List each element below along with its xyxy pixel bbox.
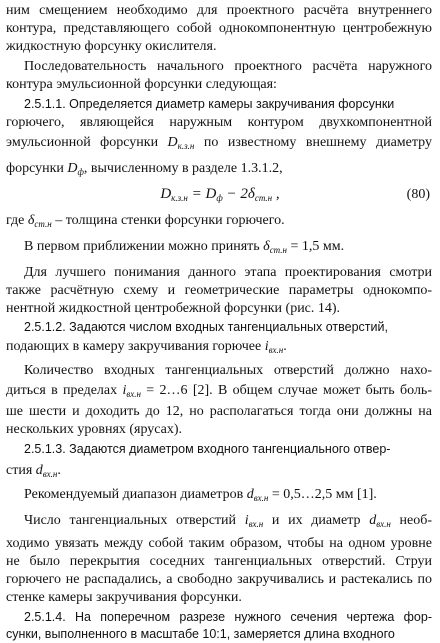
text-line: ним смещением необходимо для проектного расчёта внутреннего (6, 3, 432, 18)
text-line: сунки, выполненного в масштабе 10:1, замеряется длина входного (6, 627, 395, 641)
section-heading: 2.5.1.1. Определяется диаметр камеры закручивания форсунки (24, 97, 395, 111)
text-line: Число тангенциальных отверстий $i_{вх.н}$ и их диаметр $d_{вх.н}$ необ- (24, 513, 432, 529)
text-line: жидкостную форсунку окислителя. (6, 39, 217, 54)
text-line: подающих в камеру закручивания горючее $i_{вх.н}$. (6, 339, 287, 355)
text-line: Для лучшего понимания данного этапа проектирования смотри (24, 265, 432, 280)
text-line: горючего, являющейся наружным контуром двухкомпонентной (6, 115, 432, 130)
text-line: стия $d_{вх.н}$. (6, 463, 61, 479)
text-line: нескольких уровнях (ярусах). (6, 422, 183, 437)
text-line: нентной жидкостной центробежной форсунки (рис. 14). (6, 301, 341, 316)
text-line: контура, представляющего собой однокомпонентную центробежную (6, 21, 432, 36)
text-line: не было перекрытия соседних тангенциальных отверстий. Струи (6, 554, 432, 569)
text-line: Последовательность начального проектного расчёта наружного (24, 59, 432, 74)
text-line: форсунки $D_ф$, вычисленному в разделе 1.3.1.2, (6, 161, 283, 177)
text-line: контура эмульсионной форсунки следующая: (6, 77, 277, 92)
section-heading: 2.5.1.3. Задаются диаметром входного тангенциального отвер- (24, 442, 391, 456)
text-line: Рекомендуемый диапазон диаметров $d_{вх.н}$ = 0,5…2,5 мм [1]. (24, 487, 377, 503)
section-heading: 2.5.1.2. Задаются числом входных тангенциальных отверстий, (24, 320, 388, 334)
text-line: горючего не распадались, а свободно закручивались и растекались по (6, 572, 432, 587)
text-line: Количество входных тангенциальных отверстий должно нахо- (24, 363, 432, 378)
text-line: В первом приближении можно принять $\delta_{ст.н} = 1,5$ мм. (24, 239, 345, 255)
section-heading: 2.5.1.4. На поперечном разрезе нужного сечения чертежа фор- (24, 610, 432, 624)
equation-80: $D_{к.з.н} = D_ф - 2\delta_{ст.н}$ , (80) (160, 186, 430, 203)
text-line: стенке камеры закручивания форсунки. (6, 590, 242, 605)
text-line: ходимо увязать между собой таким образом, чтобы на одном уровне (6, 536, 432, 551)
text-line: эмульсионной форсунки $D_{к.з.н}$ по известному внешнему диаметру (6, 135, 432, 151)
text-line: где $\delta_{ст.н}$ – толщина стенки форсунки горючего. (6, 213, 285, 229)
text-line: диться в пределах $i_{вх.н}$ = 2…6 [2]. В общем случае может быть боль- (6, 383, 432, 399)
text-line: также расчётную схему и геометрические параметры однокомпо- (6, 283, 432, 298)
equation-number: (80) (406, 187, 430, 202)
text-line: ше шести и доходить до 12, но располагаться тогда они должны на (6, 404, 432, 419)
